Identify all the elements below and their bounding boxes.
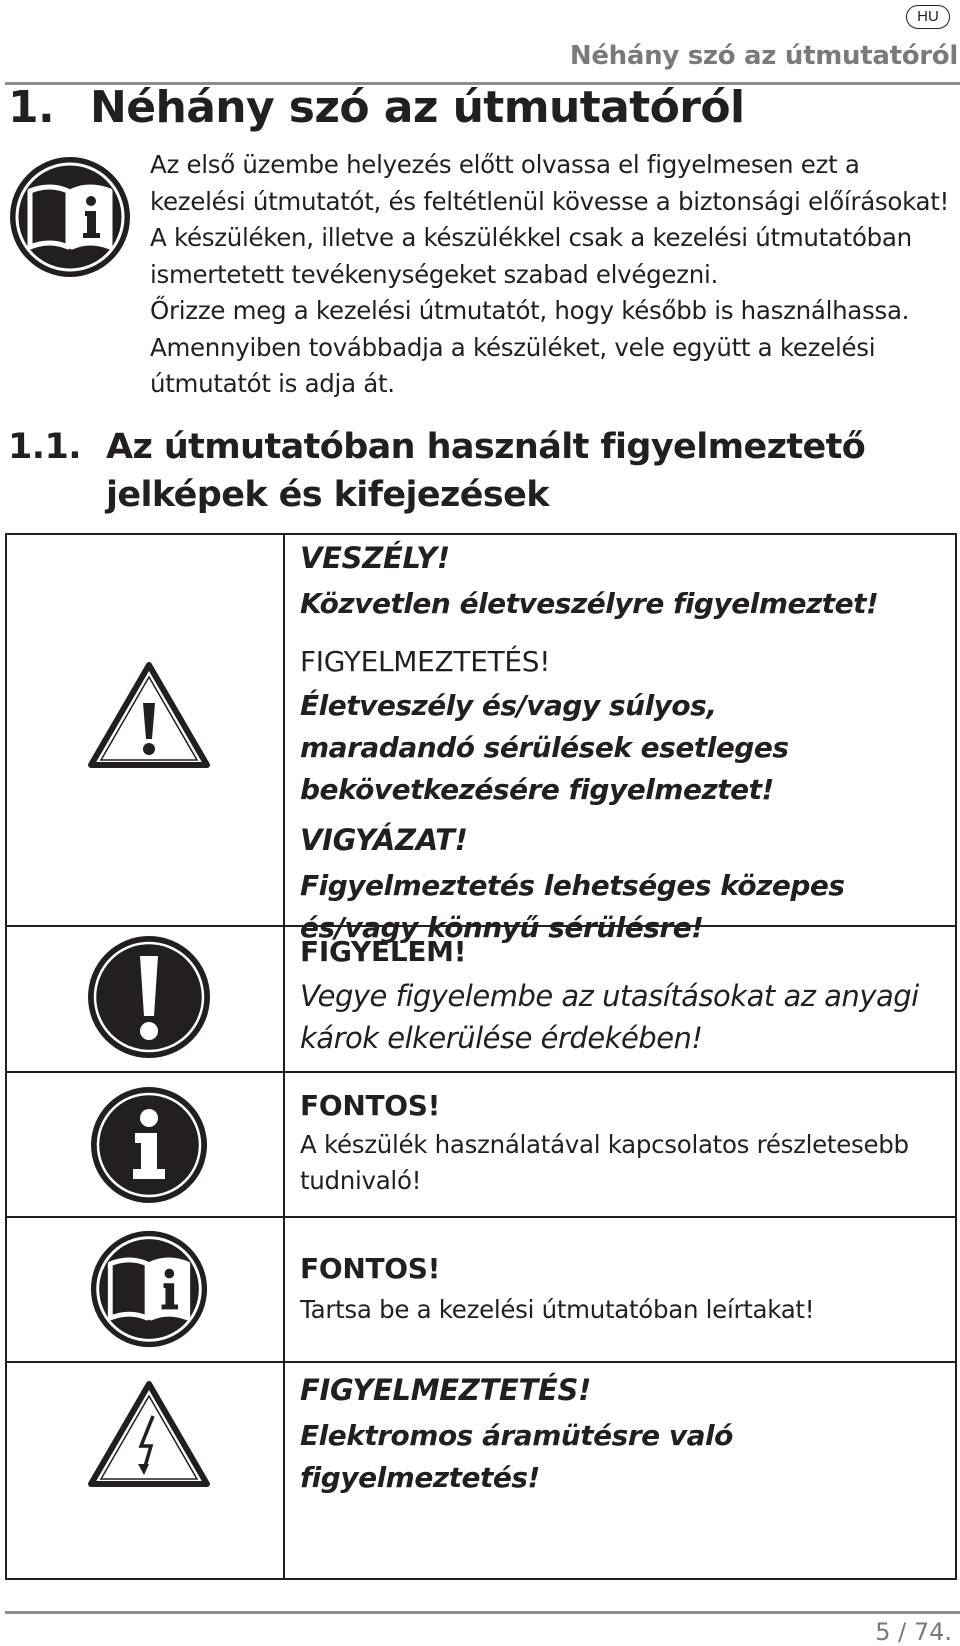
intro-paragraph: Őrizze meg a kezelési útmutatót, hogy később is használhassa. Amennyiben továbbadja a készüléket, vele együtt a kezelési útmutatót is adja át.	[150, 296, 910, 398]
page-number: 5 / 74.	[875, 1618, 952, 1646]
table-row	[7, 1073, 955, 1218]
icon-cell	[7, 1218, 285, 1361]
section-heading	[8, 82, 745, 133]
text-cell	[300, 927, 953, 1071]
table-row	[7, 1218, 955, 1363]
table-row	[7, 535, 955, 944]
icon-cell	[7, 927, 285, 1071]
electric-shock-triangle-icon	[87, 1380, 211, 1488]
exclamation-circle-icon	[86, 934, 212, 1060]
text-cell	[300, 1363, 953, 1578]
signal-description: Figyelmeztetés lehetséges közepes és/vagy könnyű sérülésre!	[300, 869, 845, 944]
symbols-table	[5, 533, 957, 1580]
signal-description: A készülék használatával kapcsolatos részletesebb tudnivaló!	[300, 1130, 909, 1195]
signal-word: FIGYELMEZTETÉS!	[300, 1373, 592, 1407]
info-circle-icon	[89, 1085, 209, 1205]
signal-word: VESZÉLY!	[300, 541, 450, 575]
signal-word: FIGYELMEZTETÉS!	[300, 645, 551, 678]
icon-cell	[7, 535, 285, 925]
icon-cell	[7, 1363, 285, 1578]
signal-description: Vegye figyelembe az utasításokat az anyagi károk elkerülése érdekében!	[300, 979, 919, 1055]
warning-triangle-icon	[87, 661, 211, 769]
footer-divider	[5, 1611, 960, 1614]
intro-paragraph: Az első üzembe helyezés előtt olvassa el figyelmesen ezt a kezelési útmutatót, és feltétlenül kövesse a biztonsági előírásokat! A készüléken, illetve a készülékkel csak a kezelési útmutatóban ismertetett tevékenységeket szabad elvégezni.	[150, 150, 950, 289]
signal-word: VIGYÁZAT!	[300, 823, 468, 857]
section-title: Néhány szó az útmutatóról	[90, 82, 745, 133]
signal-word: FIGYELEM!	[300, 935, 467, 968]
table-row	[7, 1363, 955, 1578]
text-cell	[300, 1073, 953, 1216]
intro-text	[150, 147, 958, 403]
signal-word: FONTOS!	[300, 1089, 441, 1122]
icon-cell	[7, 1073, 285, 1216]
language-badge: HU	[906, 5, 950, 29]
text-cell	[300, 1218, 953, 1361]
read-manual-icon	[8, 155, 132, 279]
subsection-number: 1.1.	[8, 427, 81, 467]
subsection-title: Az útmutatóban használt figyelmeztető jelképek és kifejezések	[106, 427, 866, 515]
running-header: Néhány szó az útmutatóról	[569, 41, 958, 71]
table-row	[7, 927, 955, 1073]
signal-description: Elektromos áramütésre való figyelmeztetés!	[300, 1419, 733, 1494]
section-number: 1.	[8, 82, 55, 133]
signal-description: Tartsa be a kezelési útmutatóban leírtakat!	[300, 1295, 815, 1324]
read-manual-icon	[89, 1229, 209, 1349]
signal-word: FONTOS!	[300, 1252, 441, 1285]
signal-description: Életveszély és/vagy súlyos, maradandó sérülések esetleges bekövetkezésére figyelmeztet!	[300, 689, 789, 806]
signal-description: Közvetlen életveszélyre figyelmeztet!	[300, 587, 879, 620]
text-cell	[300, 535, 953, 944]
